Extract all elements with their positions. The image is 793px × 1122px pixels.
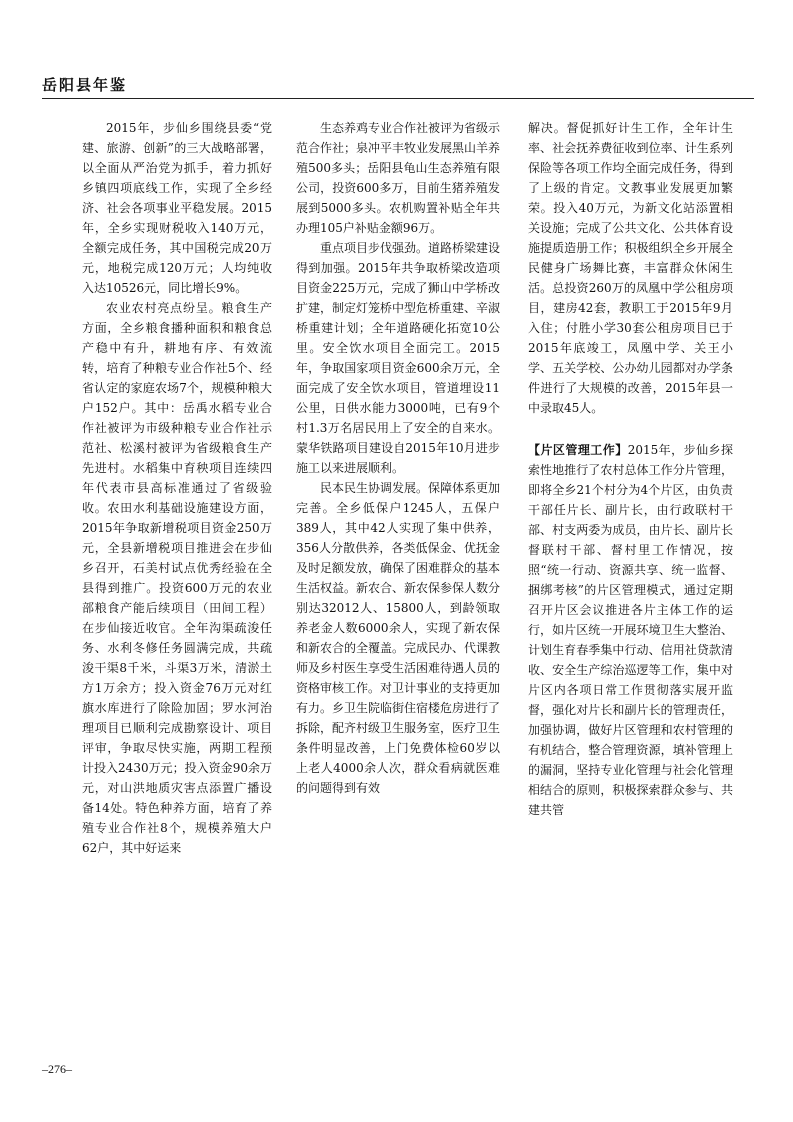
paragraph: 解决。督促抓好计生工作，全年计生率、社会抚养费征收到位率、计生系列保险等各项工作均全面完成任务，得到了上级的肯定。文教事业发展更加繁荣。投入40万元，为新文化站添置相关设施；完成了公共文化、公共体育设施提质造册工作；积极组织全乡开展全民健身广场舞比赛，丰富群众休闲生活。总投资260万的凤凰中学公租房项目，建房42套，教职工于2015年9月入住；付胜小学30套公租房项目已于2015年底竣工，凤凰中学、关王小学、五关学校、公办幼儿园都对办学条件进行了大规模的改善，2015年县一中录取45人。: [528, 121, 733, 415]
text-column-2: [296, 118, 500, 798]
yearbook-title: 岳阳县年鉴: [42, 76, 128, 94]
paragraph: 重点项目步伐强劲。道路桥梁建设得到加强。2015年共争取桥梁改造项目资金225万元，完成了狮山中学桥改扩建，制定灯笼桥中型危桥重建、辛淑桥重建计划；全年道路硬化拓宽10公里。安全饮水项目全面完工。2015年，争取国家项目资金600余万元，全面完成了安全饮水项目，管道埋设11公里，日供水能力3000吨，已有9个村1.3万名居民用上了安全的自来水。蒙华铁路项目建设自2015年10月进步施工以来进展顺利。: [296, 241, 501, 475]
section-heading: 【片区管理工作】: [528, 443, 628, 457]
paragraph: 农业农村亮点纷呈。粮食生产方面，全乡粮食播种面积和粮食总产稳中有升，耕地有序、有效流转，培育了种粮专业合作社5个、经省认定的家庭农场7个，规模种粮大户152户。其中：岳禹水稻专业合作社被评为市级种粮专业合作社示范社、松溪村被评为省级粮食生产先进村。水稻集中育秧项目连续四年代表市县高标准通过了省级验收。农田水利基础设施建设方面，2015年争取新增税项目资金250万元，全县新增税项目推进会在步仙乡召开，石美村试点优秀经验在全县得到推广。投资600万元的农业部粮食产能后续项目（田间工程）在步仙接近收官。全年沟渠疏浚任务、水利冬修任务圆满完成，共疏浚干渠8千米，斗渠3万米，清淤土方1万余方；投入资金76万元对红旗水库进行了除险加固；罗水河治理项目已顺利完成勘察设计、项目评审，争取尽快实施，两期工程预计投入2430万元；投入资金90余万元，对山洪地质灾害点添置广播设备14处。特色种养方面，培育了养殖专业合作社8个，规模养殖大户62户，其中好运来: [82, 301, 272, 855]
section-gap: [528, 418, 733, 440]
section-paragraph: [528, 440, 733, 820]
text-column-3: [528, 118, 733, 820]
page-number: –276–: [42, 1062, 72, 1076]
section-body: 2015年，步仙乡探索性地推行了农村总体工作分片管理，即将全乡21个村分为4个片区，由负责干部任片长、副片长，由行政联村干部、村支两委为成员，由片长、副片长督联村干部、督村里工作情况，按照“统一行动、资源共享、统一监督、捆绑考核”的片区管理模式，通过定期召开片区会议推进各片主体工作的运行，如片区统一开展环境卫生大整治、计划生育春季集中行动、信用社贷款清收、安全生产综治巡逻等工作，集中对片区内各项日常工作贯彻落实展开监督，强化对片长和副片长的管理责任，加强协调，做好片区管理和农村管理的有机结合，整合管理资源，填补管理上的漏洞，坚持专业化管理与社会化管理相结合的原则，积极探索群众参与、共建共管: [528, 443, 733, 817]
paragraph: 2015年，步仙乡围绕县委“党建、旅游、创新”的三大战略部署，以全面从严治党为抓手，着力抓好乡镇四项底线工作，实现了全乡经济、社会各项事业平稳发展。2015年，全乡实现财税收入140万元，全额完成任务，其中国税完成20万元，地税完成120万元；人均纯收入达10526元，同比增长9%。: [82, 121, 272, 295]
paragraph: 民本民生协调发展。保障体系更加完善。全乡低保户1245人，五保户389人，其中42人实现了集中供养，356人分散供养，各类低保金、优抚金及时足额发放，确保了困难群众的基本生活权益。新农合、新农保参保人数分别达32012人、15800人，到龄领取养老金人数6000余人，实现了新农保和新农合的全覆盖。完成民办、代课教师及乡村医生享受生活困难待遇人员的资格审核工作。对卫计事业的支持更加有力。乡卫生院临街住宿楼危房进行了拆除，配齐村级卫生服务室，医疗卫生条件明显改善，上门免费体检60岁以上老人4000余人次，群众看病就医难的问题得到有效: [296, 481, 501, 795]
header-divider: [42, 98, 754, 99]
paragraph: 生态养鸡专业合作社被评为省级示范合作社；泉冲平丰牧业发展黑山羊养殖500多头；岳阳县龟山生态养殖有限公司，投资600多万，目前生猪养殖发展到5000多头。农机购置补贴全年共办理105户补贴金额96万。: [296, 121, 501, 235]
text-column-1: [82, 118, 272, 858]
